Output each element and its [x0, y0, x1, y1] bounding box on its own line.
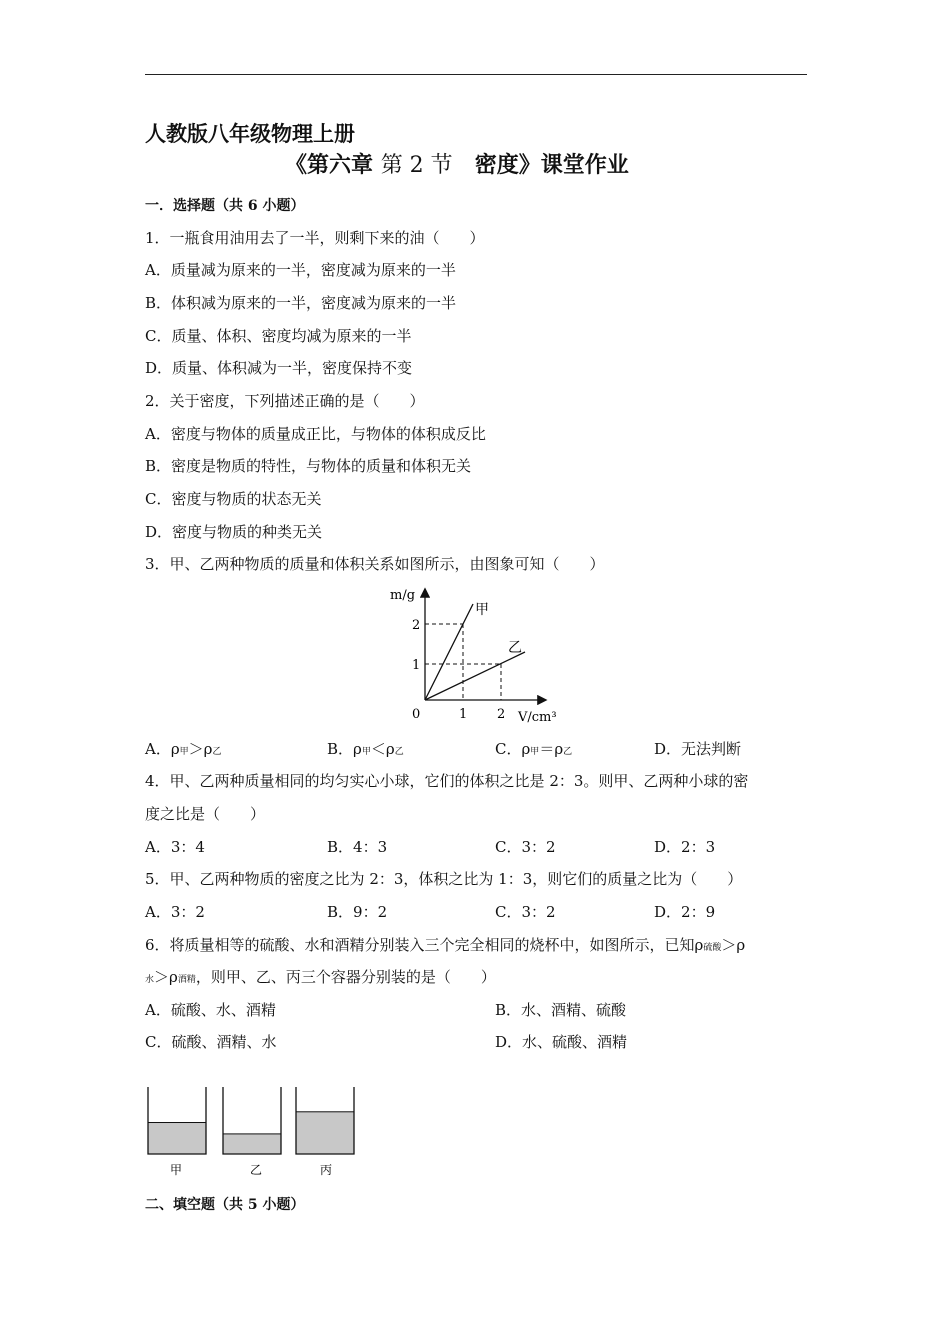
x-axis-label: V/cm³	[518, 710, 557, 725]
document-subtitle: 《第六章 第 2 节 密度》课堂作业	[285, 153, 629, 178]
x-tick-2: 2	[497, 707, 506, 722]
q4-stem-line2: 度之比是（ ）	[145, 805, 266, 823]
q1-stem: 1．一瓶食用油用去了一半，则剩下来的油（ ）	[145, 229, 485, 247]
q5-option-b: B．9：2	[327, 903, 388, 921]
line-jia-label: 甲	[475, 602, 489, 618]
q2-option-c: C．密度与物质的状态无关	[145, 490, 322, 508]
x-tick-1: 1	[459, 707, 468, 722]
q1-option-c: C．质量、体积、密度均减为原来的一半	[145, 327, 412, 345]
section-2-heading: 二、填空题（共 5 小题）	[145, 1197, 305, 1213]
q5-option-d: D．2：9	[654, 903, 716, 921]
q5-stem: 5．甲、乙两种物质的密度之比为 2：3，体积之比为 1：3，则它们的质量之比为（ ）	[145, 870, 743, 888]
q4-option-a: A．3：4	[145, 838, 205, 856]
origin-label: 0	[412, 707, 421, 722]
beakers-figure	[140, 1082, 370, 1182]
q3-stem: 3．甲、乙两种物质的质量和体积关系如图所示，由图象可知（ ）	[145, 555, 605, 573]
q6-option-d: D．水、硫酸、酒精	[495, 1033, 628, 1051]
beaker-liquid-jia	[148, 1123, 206, 1154]
q3-option-d: D．无法判断	[654, 740, 742, 758]
q3-option-a: A．ρ甲＞ρ乙	[145, 740, 222, 758]
q4-option-d: D．2：3	[654, 838, 716, 856]
document-title: 人教版八年级物理上册	[145, 122, 355, 146]
beaker-liquid-yi	[223, 1134, 281, 1154]
q5-option-a: A．3：2	[145, 903, 205, 921]
mass-volume-graph	[380, 582, 580, 732]
q6-stem-line1: 6．将质量相等的硫酸、水和酒精分别装入三个完全相同的烧杯中，如图所示，已知ρ硫酸＞ρ	[145, 936, 746, 954]
line-jia	[425, 604, 473, 700]
q1-option-a: A．质量减为原来的一半，密度减为原来的一半	[145, 261, 456, 279]
q4-option-b: B．4：3	[327, 838, 388, 856]
q2-option-d: D．密度与物质的种类无关	[145, 523, 323, 541]
beaker-label-bing: 丙	[320, 1163, 333, 1177]
q6-option-c: C．硫酸、酒精、水	[145, 1033, 277, 1051]
line-yi	[425, 652, 525, 700]
q3-option-b: B．ρ甲＜ρ乙	[327, 740, 404, 758]
header-rule	[145, 74, 807, 75]
q4-option-c: C．3：2	[495, 838, 556, 856]
q6-option-a: A．硫酸、水、酒精	[145, 1001, 276, 1019]
y-tick-1: 1	[412, 658, 421, 673]
q2-option-a: A．密度与物体的质量成正比，与物体的体积成反比	[145, 425, 486, 443]
section-1-heading: 一．选择题（共 6 小题）	[145, 198, 305, 214]
q2-stem: 2．关于密度，下列描述正确的是（ ）	[145, 392, 425, 410]
y-tick-2: 2	[412, 618, 421, 633]
q4-stem-line1: 4．甲、乙两种质量相同的均匀实心小球，它们的体积之比是 2：3。则甲、乙两种小球的密	[145, 772, 749, 790]
q2-option-b: B．密度是物质的特性，与物体的质量和体积无关	[145, 457, 472, 475]
q6-stem-line2: 水＞ρ酒精，则甲、乙、丙三个容器分别装的是（ ）	[145, 968, 496, 986]
beaker-label-jia: 甲	[170, 1163, 183, 1177]
y-axis-label: m/g	[390, 588, 416, 603]
q1-option-d: D．质量、体积减为一半，密度保持不变	[145, 359, 413, 377]
q3-option-c: C．ρ甲＝ρ乙	[495, 740, 573, 758]
beaker-liquid-bing	[296, 1112, 354, 1154]
q6-option-b: B．水、酒精、硫酸	[495, 1001, 627, 1019]
line-yi-label: 乙	[508, 640, 522, 656]
q5-option-c: C．3：2	[495, 903, 556, 921]
beaker-label-yi: 乙	[250, 1163, 263, 1177]
q1-option-b: B．体积减为原来的一半，密度减为原来的一半	[145, 294, 457, 312]
